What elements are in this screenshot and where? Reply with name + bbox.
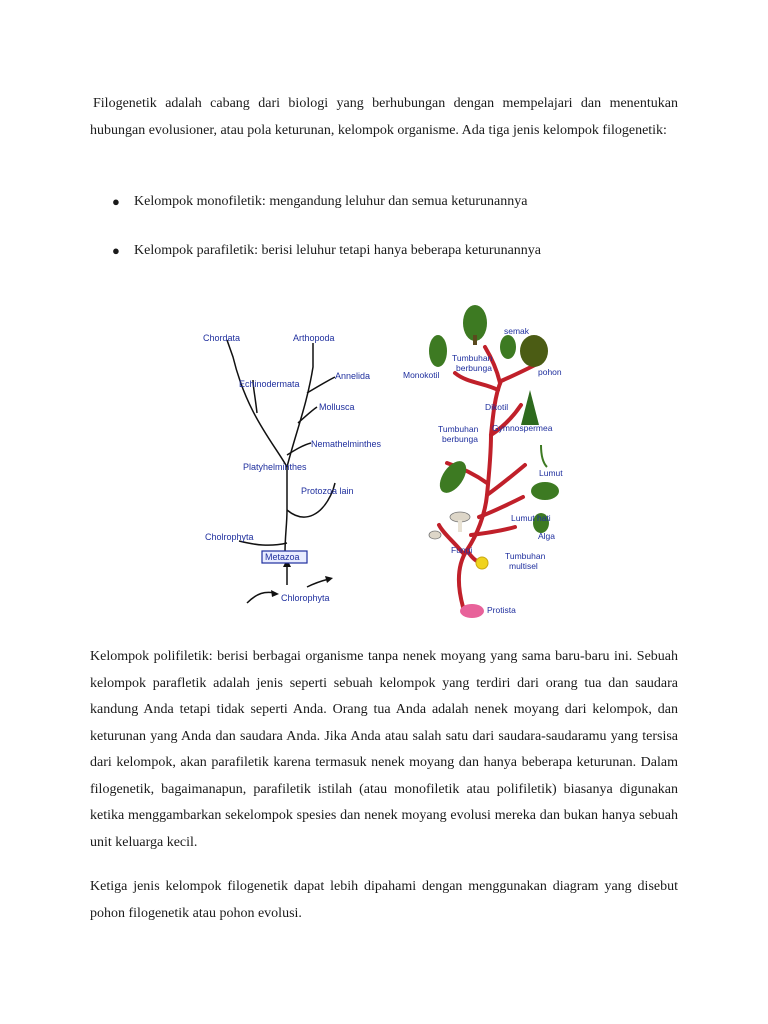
label-pohon: pohon (538, 367, 562, 377)
arrowhead-icon (325, 576, 333, 583)
protista-icon (460, 604, 484, 618)
bullet-text: Kelompok monofiletik: mengandung leluhur dan semua keturunannya (134, 194, 528, 209)
label-chordata: Chordata (203, 333, 241, 343)
lumut-icon (541, 445, 547, 467)
label-tumbuhan-multisel-a: Tumbuhan (505, 551, 546, 561)
mushroom-small-icon (429, 531, 441, 539)
bullet-text: Kelompok parafiletik: berisi leluhur tetapi hanya beberapa keturunannya (134, 243, 542, 258)
branch-chordata (227, 340, 287, 467)
branch-mollusca (298, 407, 317, 423)
label-fungi: Fungi (451, 545, 473, 555)
label-protista: Protista (487, 605, 516, 615)
label-lumut: Lumut (539, 468, 563, 478)
label-tumbuhan-multisel-b: multisel (509, 561, 538, 571)
gymnospermea-icon (521, 390, 539, 425)
label-lumut-hati: Lumut hati (511, 513, 551, 523)
phylogenetic-tree-figure (195, 295, 580, 625)
fern-icon (434, 457, 471, 498)
branch-pohon (501, 365, 535, 381)
branch-monokotil (455, 373, 498, 390)
bullet-parafiletik (112, 241, 541, 261)
label-semak: semak (504, 326, 530, 336)
label-tumbuhan-berbunga-2a: Tumbuhan (438, 424, 479, 434)
label-cholrophyta: Cholrophyta (205, 532, 254, 542)
closing-paragraph: Ketiga jenis kelompok filogenetik dapat lebih dipahami dengan menggunakan diagram yang disebut pohon filogenetik atau pohon evolusi. (90, 879, 678, 921)
monokotil-icon (429, 335, 447, 367)
label-gymnospermea: Gymnospermea (492, 423, 553, 433)
fungi-icons (429, 512, 488, 569)
label-tumbuhan-berbunga-2b: berbunga (442, 434, 478, 444)
label-echinodermata: Echinodermata (239, 379, 300, 389)
semak-stem-icon (473, 335, 477, 345)
plant-trunk (459, 381, 501, 607)
label-metazoa: Metazoa (265, 552, 300, 562)
label-alga: Alga (538, 531, 556, 541)
polifiletik-paragraph: Kelompok polifiletik: berisi berbagai organisme tanpa nenek moyang yang sama baru-baru ini. Sebuah kelompok parafletik adalah jenis seperti sebuah kelompok yang terdiri dari orang tua dan saudara kandung Anda tetapi tidak seperti Anda. Orang tua Anda adalah nenek moyang dari kelompok, dan keturunan yang Anda dan saudara Anda. Jika Anda atau salah satu dari saudara-saudaramu yang tersisa dari kelompok, akan parafiletik karena termasuk nenek moyang dan hanya beberapa keturunan. Dalam filogenetik, bagaimanapun, parafiletik istilah (atau monofiletik atau polifiletik) biasanya digunakan ketika menggambarkan sekelompok spesies dan nenek moyang evolusi mereka dan bukan hanya sebuah unit keluarga kecil. (90, 649, 678, 850)
branch-nemathelminthes (287, 443, 311, 455)
branch-arthopoda (287, 343, 313, 467)
label-tumbuhan-berbunga-1b: berbunga (456, 363, 492, 373)
label-mollusca: Mollusca (319, 402, 355, 412)
label-annelida: Annelida (335, 371, 371, 381)
arrow-right (307, 579, 329, 587)
lumut-hati-icon (531, 482, 559, 500)
label-chlorophyta: Chlorophyta (281, 593, 330, 603)
intro-paragraph: Filogenetik adalah cabang dari biologi yang berhubungan dengan mempelajari dan menentukan hubungan evolusioner, atau pola keturunan, kelompok organisme. Ada tiga jenis kelompok filogenetik: (90, 96, 678, 138)
label-dikotil: Dikotil (485, 402, 509, 412)
label-platyhelminthes: Platyhelminthes (243, 462, 307, 472)
arrow-chlorophyta (247, 592, 275, 603)
pohon-icon (520, 335, 548, 367)
branch-lumut (487, 465, 525, 495)
label-nemathelminthes: Nemathelminthes (311, 439, 382, 449)
label-arthopoda: Arthopoda (293, 333, 335, 343)
mushroom-stem-icon (458, 520, 462, 532)
bullet-dot-icon: ● (112, 243, 120, 258)
phylogenetic-tree-svg (195, 295, 580, 625)
bullet-monofiletik (112, 192, 527, 212)
arrowhead-icon (271, 590, 279, 597)
yellow-fungus-icon (476, 557, 488, 569)
berbunga-icon (500, 335, 516, 359)
label-tumbuhan-berbunga-1a: Tumbuhan (452, 353, 493, 363)
bullet-dot-icon: ● (112, 194, 120, 209)
animal-trunk (285, 467, 287, 553)
label-monokotil: Monokotil (403, 370, 440, 380)
label-protozoa-lain: Protozoa lain (301, 486, 354, 496)
